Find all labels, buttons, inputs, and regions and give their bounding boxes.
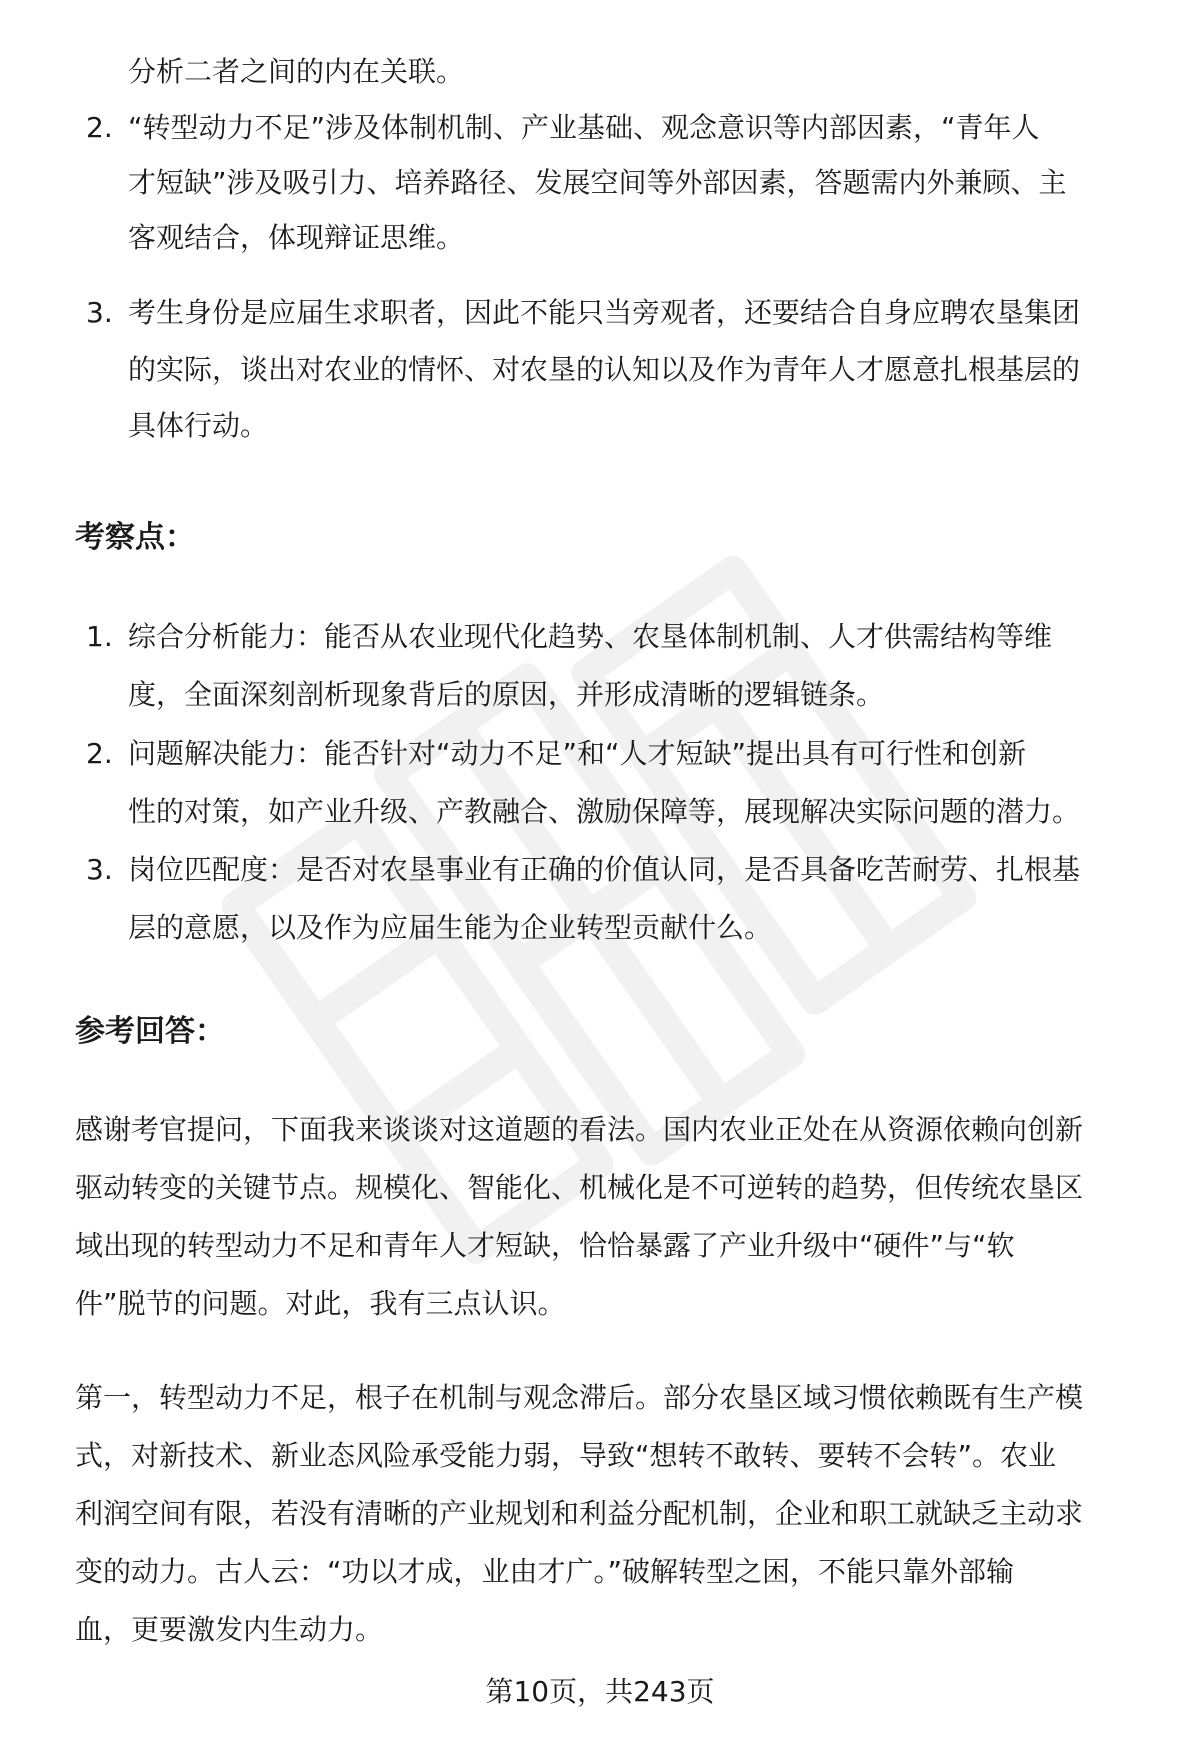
list-item-number: 2. xyxy=(86,737,113,770)
paragraph-line: 变的动力。古人云：“功以才成，业由才广。”破解转型之困，不能只靠外部输 xyxy=(75,1555,1015,1588)
list-item-number: 3. xyxy=(86,853,113,886)
paragraph-line: 驱动转变的关键节点。规模化、智能化、机械化是不可逆转的趋势，但传统农垦区 xyxy=(75,1171,1084,1204)
paragraph-line: 血，更要激发内生动力。 xyxy=(75,1613,384,1646)
list-item-line: 客观结合，体现辩证思维。 xyxy=(128,221,465,254)
section-heading-points: 考察点： xyxy=(75,520,195,555)
list-item-number: 2. xyxy=(86,111,113,144)
list-item-line: “转型动力不足”涉及体制机制、产业基础、观念意识等内部因素，“青年人 xyxy=(128,111,1040,144)
paragraph-line: 第一，转型动力不足，根子在机制与观念滞后。部分农垦区域习惯依赖既有生产模 xyxy=(75,1381,1084,1414)
list-item-number: 3. xyxy=(86,296,113,329)
list-item-line: 岗位匹配度：是否对农垦事业有正确的价值认同，是否具备吃苦耐劳、扎根基 xyxy=(128,853,1081,886)
intro-tail-line: 分析二者之间的内在关联。 xyxy=(128,55,465,88)
list-item-line: 性的对策，如产业升级、产教融合、激励保障等，展现解决实际问题的潜力。 xyxy=(128,795,1081,828)
list-item-line: 综合分析能力：能否从农业现代化趋势、农垦体制机制、人才供需结构等维 xyxy=(128,620,1053,653)
list-item-line: 考生身份是应届生求职者，因此不能只当旁观者，还要结合自身应聘农垦集团 xyxy=(128,296,1081,329)
paragraph-line: 感谢考官提问，下面我来谈谈对这道题的看法。国内农业正处在从资源依赖向创新 xyxy=(75,1113,1084,1146)
section-heading-answer: 参考回答： xyxy=(75,1014,225,1049)
list-item-line: 具体行动。 xyxy=(128,409,269,442)
paragraph-line: 式，对新技术、新业态风险承受能力弱，导致“想转不敢转、要转不会转”。农业 xyxy=(75,1439,1057,1472)
list-item-line: 层的意愿，以及作为应届生能为企业转型贡献什么。 xyxy=(128,911,773,944)
paragraph-line: 利润空间有限，若没有清晰的产业规划和利益分配机制，企业和职工就缺乏主动求 xyxy=(75,1497,1084,1530)
list-item-line: 的实际，谈出对农业的情怀、对农垦的认知以及作为青年人才愿意扎根基层的 xyxy=(128,353,1081,386)
paragraph-line: 件”脱节的问题。对此，我有三点认识。 xyxy=(75,1287,566,1320)
list-item-line: 问题解决能力：能否针对“动力不足”和“人才短缺”提出具有可行性和创新 xyxy=(128,737,1027,770)
page-number: 第10页，共243页 xyxy=(485,1675,715,1708)
list-item-number: 1. xyxy=(86,620,113,653)
paragraph-line: 域出现的转型动力不足和青年人才短缺，恰恰暴露了产业升级中“硬件”与“软 xyxy=(75,1229,1015,1262)
list-item-line: 度，全面深刻剖析现象背后的原因，并形成清晰的逻辑链条。 xyxy=(128,678,885,711)
list-item-line: 才短缺”涉及吸引力、培养路径、发展空间等外部因素，答题需内外兼顾、主 xyxy=(128,166,1067,199)
